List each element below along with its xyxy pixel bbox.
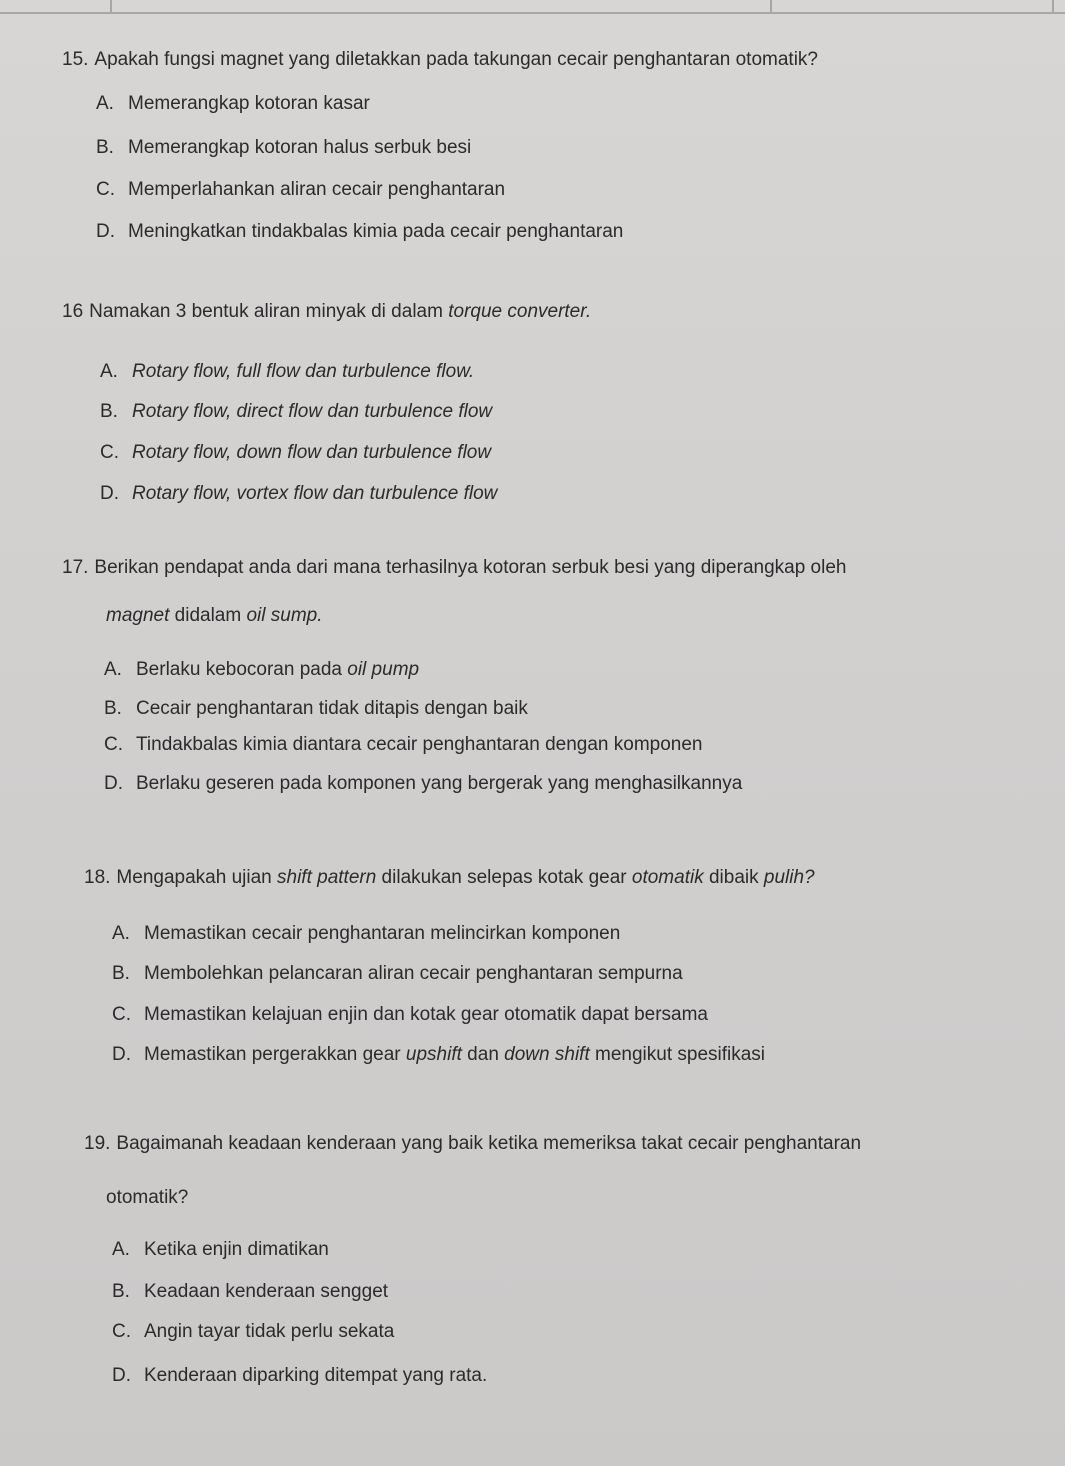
option-text: Membolehkan pelancaran aliran cecair penghantaran sempurna xyxy=(144,963,683,984)
option-18-a xyxy=(112,922,620,946)
table-rule xyxy=(1052,0,1054,12)
option-letter: A. xyxy=(100,361,118,382)
question-text-italic: pulih? xyxy=(763,867,815,888)
option-text: Ketika enjin dimatikan xyxy=(144,1239,329,1260)
option-letter: D. xyxy=(96,221,115,242)
option-text: Memastikan kelajuan enjin dan kotak gear otomatik dapat bersama xyxy=(144,1004,708,1025)
option-text: Memerangkap kotoran kasar xyxy=(128,93,370,114)
option-16-b xyxy=(100,400,492,424)
option-17-b xyxy=(104,697,528,721)
option-text: dan xyxy=(461,1044,505,1065)
question-number: 15. xyxy=(62,49,89,70)
question-text-italic: torque converter. xyxy=(448,301,592,322)
option-19-d xyxy=(112,1364,487,1388)
option-text: Keadaan kenderaan sengget xyxy=(144,1281,389,1302)
option-letter: A. xyxy=(112,923,130,944)
option-text: mengikut spesifikasi xyxy=(589,1044,766,1065)
option-letter: C. xyxy=(112,1321,131,1342)
option-text: Berlaku geseren pada komponen yang bergerak yang menghasilkannya xyxy=(136,773,743,794)
question-text: Mengapakah ujian xyxy=(116,867,277,888)
option-16-d xyxy=(100,482,497,506)
option-19-a xyxy=(112,1238,329,1262)
option-18-d xyxy=(112,1043,765,1067)
option-19-c xyxy=(112,1320,394,1344)
option-letter: C. xyxy=(100,442,119,463)
option-text-italic: upshift xyxy=(405,1044,462,1065)
option-text: Rotary flow, down flow dan turbulence flow xyxy=(132,442,492,463)
option-17-c xyxy=(104,733,703,757)
table-rule xyxy=(110,0,112,12)
question-text-italic: otomatik xyxy=(631,867,704,888)
question-18 xyxy=(84,866,815,890)
question-text: dilakukan selepas kotak gear xyxy=(376,867,632,888)
question-number: 16 xyxy=(62,301,84,322)
question-number: 17. xyxy=(62,557,89,578)
option-text: Rotary flow, full flow dan turbulence flow. xyxy=(132,361,475,382)
option-text-italic: down shift xyxy=(504,1044,590,1065)
option-letter: A. xyxy=(96,93,114,114)
table-rule xyxy=(770,0,772,12)
option-letter: B. xyxy=(104,698,122,719)
question-17 xyxy=(62,556,846,580)
question-text-italic: shift pattern xyxy=(277,867,377,888)
option-17-d xyxy=(104,772,742,796)
option-15-a xyxy=(96,92,370,116)
question-text: didalam xyxy=(169,605,247,626)
option-text: Rotary flow, vortex flow dan turbulence flow xyxy=(132,483,498,504)
option-text-italic: oil pump xyxy=(347,659,420,680)
question-text: Bagaimanah keadaan kenderaan yang baik ketika memeriksa takat cecair penghantaran xyxy=(116,1133,862,1154)
question-text: Apakah fungsi magnet yang diletakkan pada takungan cecair penghantaran otomatik? xyxy=(94,49,818,70)
question-number: 19. xyxy=(84,1133,111,1154)
question-19 xyxy=(84,1132,861,1156)
option-letter: D. xyxy=(112,1365,131,1386)
option-letter: B. xyxy=(100,401,118,422)
question-15 xyxy=(62,48,818,72)
question-text-italic: oil sump. xyxy=(246,605,323,626)
option-text: Cecair penghantaran tidak ditapis dengan baik xyxy=(136,698,528,719)
option-text: Memerangkap kotoran halus serbuk besi xyxy=(128,137,472,158)
option-19-b xyxy=(112,1280,388,1304)
option-letter: A. xyxy=(112,1239,130,1260)
option-15-d xyxy=(96,220,623,244)
option-15-c xyxy=(96,178,505,202)
question-text: otomatik? xyxy=(106,1187,189,1208)
option-text: Angin tayar tidak perlu sekata xyxy=(144,1321,395,1342)
option-letter: B. xyxy=(112,1281,130,1302)
option-letter: A. xyxy=(104,659,122,680)
option-letter: B. xyxy=(96,137,114,158)
question-17-line2 xyxy=(106,604,323,628)
option-letter: C. xyxy=(112,1004,131,1025)
option-letter: C. xyxy=(96,179,115,200)
option-text: Memastikan pergerakkan gear xyxy=(144,1044,406,1065)
question-19-line2 xyxy=(106,1186,188,1210)
option-letter: D. xyxy=(112,1044,131,1065)
option-17-a xyxy=(104,658,419,682)
option-text: Memperlahankan aliran cecair penghantaran xyxy=(128,179,506,200)
option-text: Berlaku kebocoran pada xyxy=(136,659,348,680)
option-text: Memastikan cecair penghantaran melincirkan komponen xyxy=(144,923,621,944)
question-number: 18. xyxy=(84,867,111,888)
question-text: Namakan 3 bentuk aliran minyak di dalam xyxy=(89,301,449,322)
option-text: Meningkatkan tindakbalas kimia pada cecair penghantaran xyxy=(128,221,624,242)
option-letter: D. xyxy=(104,773,123,794)
option-18-b xyxy=(112,962,683,986)
option-18-c xyxy=(112,1003,708,1027)
option-letter: C. xyxy=(104,734,123,755)
question-text: Berikan pendapat anda dari mana terhasilnya kotoran serbuk besi yang diperangkap oleh xyxy=(94,557,847,578)
question-16 xyxy=(62,300,591,324)
question-text: dibaik xyxy=(703,867,764,888)
table-rule xyxy=(0,12,1065,14)
option-letter: B. xyxy=(112,963,130,984)
option-text: Tindakbalas kimia diantara cecair penghantaran dengan komponen xyxy=(136,734,703,755)
option-16-a xyxy=(100,360,474,384)
option-text: Rotary flow, direct flow dan turbulence flow xyxy=(132,401,493,422)
question-text-italic: magnet xyxy=(106,605,170,626)
option-15-b xyxy=(96,136,471,160)
option-letter: D. xyxy=(100,483,119,504)
option-text: Kenderaan diparking ditempat yang rata. xyxy=(144,1365,488,1386)
option-16-c xyxy=(100,441,491,465)
